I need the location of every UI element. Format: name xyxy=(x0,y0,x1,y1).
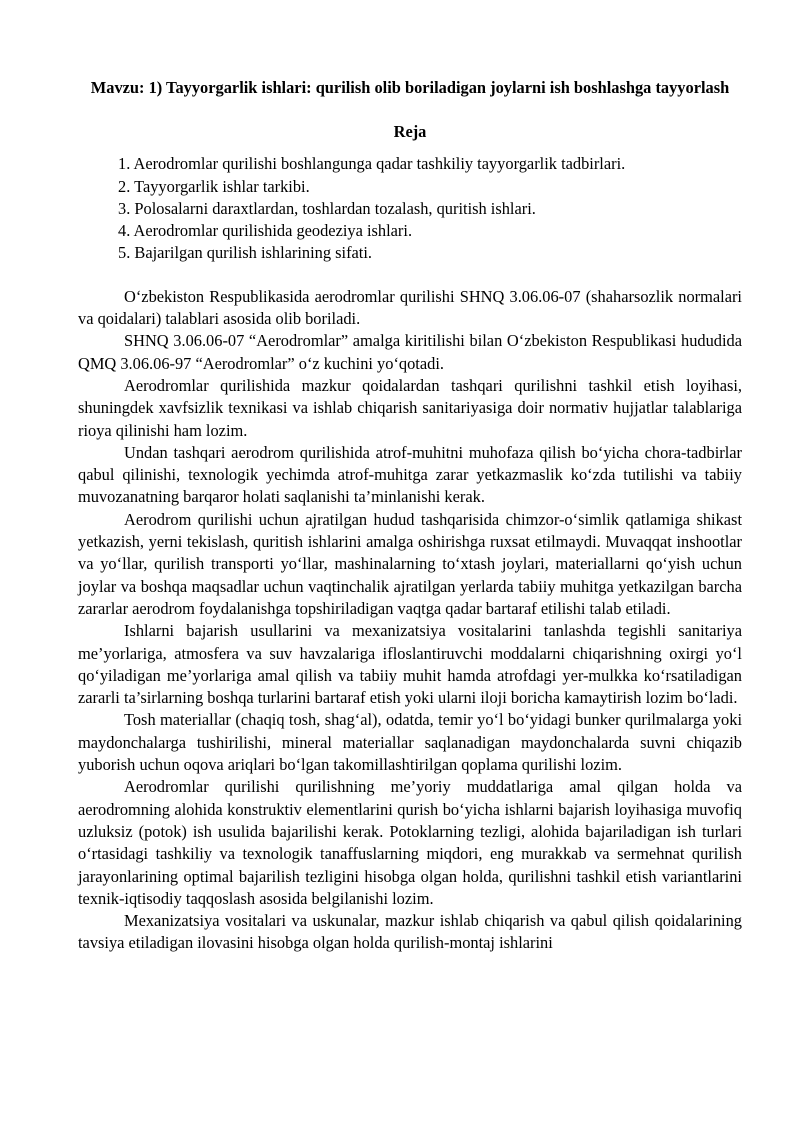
paragraph: O‘zbekiston Respublikasida aerodromlar qurilishi SHNQ 3.06.06-07 (shaharsozlik normalari va qoidalari) talablari asosida olib boriladi. xyxy=(78,286,742,329)
paragraph: Mexanizatsiya vositalari va uskunalar, mazkur ishlab chiqarish va qabul qilish qoidalarining tavsiya etiladigan ilovasini hisobga olgan holda qurilish-montaj ishlarini xyxy=(78,911,742,953)
plan-item: 4. Aerodromlar qurilishida geodeziya ishlari. xyxy=(118,221,413,241)
body-text xyxy=(78,286,742,955)
plan-item: 3. Polosalarni daraxtlardan, toshlardan tozalash, quritish ishlari. xyxy=(118,198,536,218)
plan-item: 2. Tayyorgarlik ishlar tarkibi. xyxy=(118,176,310,196)
plan-item: 5. Bajarilgan qurilish ishlarining sifati. xyxy=(118,243,373,263)
plan-item: 1. Aerodromlar qurilishi boshlangunga qadar tashkiliy tayyorgarlik tadbirlari. xyxy=(118,154,626,174)
paragraph: SHNQ 3.06.06-07 “Aerodromlar” amalga kiritilishi bilan O‘zbekiston Respublikasi hududida QMQ 3.06.06-97 “Aerodromlar” o‘z kuchini yo‘qotadi. xyxy=(78,331,742,373)
plan-list xyxy=(78,153,742,264)
paragraph: Aerodromlar qurilishi qurilishning me’yoriy muddatlariga amal qilgan holda va aerodromning alohida konstruktiv elementlarini qurish bo‘yicha ishlarni bajarish loyihasiga muvofiq uzluksiz (potok) ish usulida bajarilishi kerak. Potoklarning tezligi, alohida bajariladigan ish turlari o‘rtasidagi tashkiliy va texnologik tanaffuslarning miqdori, eng murakkab va sermehnat qurilish jarayonlarining optimal bajarilish tezligini hisobga olgan holda, qurilishni tashkil etish variantlarini texnik-iqtisodiy taqqoslash asosida belgilanishi lozim. xyxy=(78,777,742,908)
paragraph: Aerodrom qurilishi uchun ajratilgan hudud tashqarisida chimzor-o‘simlik qatlamiga shikast yetkazish, yerni tekislash, quritish ishlarini amalga oshirishga ruxsat etilmaydi. Muvaqqat inshootlar va yo‘llar, qurilish transporti yo‘llar, mashinalarning to‘xtash joylari, materiallarni qo‘yish uchun joylar va boshqa maqsadlar uchun vaqtinchalik ajratilgan yerlarda tabiiy muhitga yetkazilgan barcha zararlar aerodrom foydalanishga topshiriladigan vaqtga qadar bartaraf etilishi talab etiladi. xyxy=(78,509,742,618)
document-title: Mavzu: 1) Tayyorgarlik ishlari: qurilish olib boriladigan joylarni ish boshlashga tayyorlash xyxy=(90,78,730,97)
paragraph: Ishlarni bajarish usullarini va mexanizatsiya vositalarini tanlashda tegishli sanitariya me’yorlariga, atmosfera va suv havzalariga ifloslantiruvchi moddalarni chiqarishning oxirgi yo‘l qo‘yiladigan me’yorlariga amal qilish va tabiiy muhit hamda atrofdagi yer-mulkka ko‘rsatiladigan zararli ta’sirlarning boshqa turlarini bartaraf etish yoki ularni iloji boricha kamaytirish lozim bo‘ladi. xyxy=(78,621,742,708)
paragraph: Tosh materiallar (chaqiq tosh, shag‘al), odatda, temir yo‘l bo‘yidagi bunker qurilmalarga yoki maydonchalarga tushirilishi, mineral materiallar saqlanadigan maydonchalarda suvni chiqazib yuborish uchun oqova ariqlari bo‘lgan takomillashtirilgan qoplama qurilishi lozim. xyxy=(78,710,742,775)
paragraph: Aerodromlar qurilishida mazkur qoidalardan tashqari qurilishni tashkil etish loyihasi, shuningdek xavfsizlik texnikasi va ishlab chiqarish sanitariyasiga doir normativ hujjatlar talablariga rioya qilinishi ham lozim. xyxy=(78,375,742,440)
paragraph: Undan tashqari aerodrom qurilishida atrof-muhitni muhofaza qilish bo‘yicha chora-tadbirlar qabul qilinishi, texnologik yechimda atrof-muhitga zarar yetkazmaslik ko‘zda tutilishi va tabiiy muvozanatning barqaror holati saqlanishi ta’minlanishi kerak. xyxy=(78,442,742,507)
plan-heading: Reja xyxy=(393,122,427,141)
